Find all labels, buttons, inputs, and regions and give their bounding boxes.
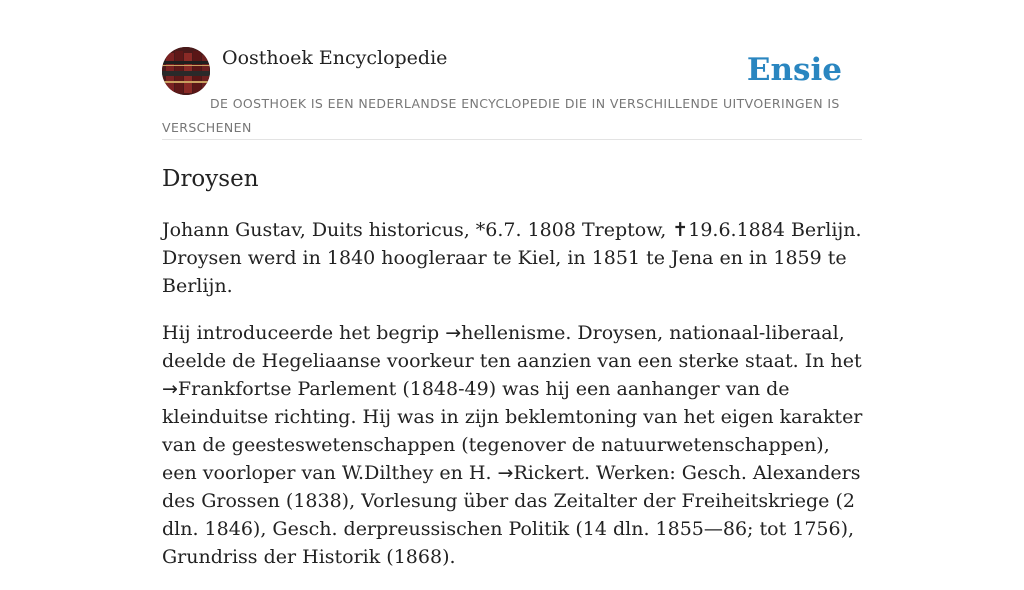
xref-link-frankfortse-parlement[interactable] [162,378,396,400]
article-title: Droysen [162,166,259,192]
header-divider [162,139,862,140]
paragraph-text: . Werken: Gesch. Alexanders des Grossen (1838), Vorlesung über das Zeitalter der Freiheitskriege (2 dln. 1846), Gesch. derpreussischen Politik (14 dln. 1855—86; tot 1756), Grundriss der Historik (1868). [162,462,861,568]
site-name-link[interactable]: Oosthoek Encyclopedie [222,47,448,69]
encyclopedia-books-icon[interactable] [162,47,210,95]
article-paragraph-2 [162,319,866,571]
xref-label: Frankfortse Parlement [177,378,397,400]
xref-label: hellenisme [461,322,566,344]
paragraph-text: Hij introduceerde het begrip [162,322,446,344]
arrow-right-icon: → [162,378,178,400]
article-body [162,216,866,590]
paragraph-text: . Droysen, nationaal-liberaal, deelde de Hegeliaanse voorkeur ten aanzien van een sterke staat. In het [162,322,862,372]
arrow-right-icon: → [497,462,514,484]
article-paragraph-1: Johann Gustav, Duits historicus, *6.7. 1808 Treptow, ✝19.6.1884 Berlijn. Droysen werd in 1840 hoogleraar te Kiel, in 1851 te Jena en in 1859 te Berlijn. [162,219,862,297]
paragraph-text: (1848-49) was hij een aanhanger van de kleinduitse richting. Hij was in zijn beklemtoning van het eigen karakter van de geesteswetenschappen (tegenover de natuurwetenschappen), een voorloper van W.Dilthey en H. [162,378,863,484]
brand-logo-link[interactable]: Ensie [746,52,842,88]
xref-label: Rickert [513,462,584,484]
site-tagline: DE OOSTHOEK IS EEN NEDERLANDSE ENCYCLOPEDIE DIE IN VERSCHILLENDE UITVOERINGEN IS VERSCHENEN [162,96,840,135]
site-header [162,46,862,140]
arrow-right-icon: → [445,322,462,344]
xref-link-hellenisme[interactable] [445,322,565,344]
xref-link-rickert[interactable] [498,462,584,484]
